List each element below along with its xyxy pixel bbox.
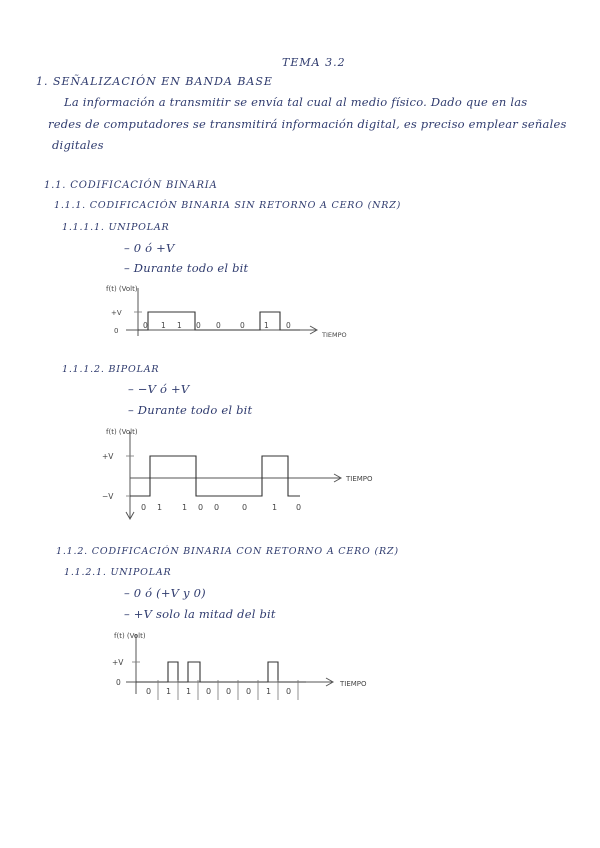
unipolar-nrz-bullet-1: – 0 ó +V xyxy=(124,241,175,255)
zero-label: 0 xyxy=(114,327,119,335)
bit-label: 0 xyxy=(286,321,291,330)
bit-label: 1 xyxy=(186,687,192,696)
y-axis-label: f(t) (Volt) xyxy=(106,285,138,293)
bit-label: 0 xyxy=(198,503,204,512)
unipolar-rz-bullet-2: – +V solo la mitad del bit xyxy=(124,607,276,621)
topic-title: TEMA 3.2 xyxy=(282,56,346,69)
bit-label: 0 xyxy=(206,687,212,696)
bit-label: 0 xyxy=(141,503,147,512)
x-axis-label: TIEMPO xyxy=(322,331,347,339)
bipolar-nrz-title: 1.1.1.2. BIPOLAR xyxy=(62,364,160,375)
unipolar-rz-bullet-1: – 0 ó (+V y 0) xyxy=(124,586,206,600)
subsubsection-title: 1.1.1. CODIFICACIÓN BINARIA SIN RETORNO A CERO (NRZ) xyxy=(54,200,402,211)
subsubsection-title-rz: 1.1.2. CODIFICACIÓN BINARIA CON RETORNO A CERO (RZ) xyxy=(56,546,399,557)
unipolar-rz-title: 1.1.2.1. UNIPOLAR xyxy=(64,567,172,578)
y-axis-label: f(t) (Volt) xyxy=(114,632,146,640)
zero-label: 0 xyxy=(116,678,121,687)
bit-label: 0 xyxy=(286,687,292,696)
bit-label: 1 xyxy=(157,503,163,512)
plus-v-label: +V xyxy=(102,452,114,461)
unipolar-nrz-chart xyxy=(100,284,370,344)
bit-label: 0 xyxy=(143,321,148,330)
bit-label: 0 xyxy=(246,687,252,696)
bit-label: 0 xyxy=(226,687,232,696)
paragraph-line-1: La información a transmitir se envía tal cual al medio físico. Dado que en las xyxy=(64,95,528,109)
x-axis-label: TIEMPO xyxy=(346,475,373,483)
bit-label: 0 xyxy=(146,687,152,696)
paragraph-line-3: digitales xyxy=(52,138,104,152)
bit-label: 1 xyxy=(264,321,269,330)
bipolar-nrz-bullet-1: – −V ó +V xyxy=(128,382,190,396)
paragraph-line-2: redes de computadores se transmitirá información digital, es preciso emplear señales xyxy=(48,117,567,131)
bit-label: 1 xyxy=(166,687,172,696)
bit-label: 0 xyxy=(216,321,221,330)
minus-v-label: −V xyxy=(102,492,114,501)
bipolar-nrz-bullet-2: – Durante todo el bit xyxy=(128,403,253,417)
bit-label: 0 xyxy=(196,321,201,330)
bipolar-nrz-chart xyxy=(100,424,400,524)
unipolar-rz-chart xyxy=(110,628,400,708)
bit-label: 1 xyxy=(161,321,166,330)
unipolar-nrz-bullet-2: – Durante todo el bit xyxy=(124,261,249,275)
bit-label: 0 xyxy=(242,503,248,512)
bit-label: 1 xyxy=(272,503,278,512)
signal-waveform xyxy=(130,456,300,496)
bit-label: 1 xyxy=(177,321,182,330)
subsection-title: 1.1. CODIFICACIÓN BINARIA xyxy=(44,180,218,191)
bit-label: 0 xyxy=(240,321,245,330)
plus-v-label: +V xyxy=(111,309,122,317)
x-axis-label: TIEMPO xyxy=(340,680,367,688)
bit-label: 1 xyxy=(182,503,188,512)
plus-v-label: +V xyxy=(112,658,124,667)
bit-label: 1 xyxy=(266,687,272,696)
unipolar-nrz-title: 1.1.1.1. UNIPOLAR xyxy=(62,222,170,233)
bit-label: 0 xyxy=(296,503,302,512)
section-title: 1. SEÑALIZACIÓN EN BANDA BASE xyxy=(36,75,273,88)
signal-waveform xyxy=(136,662,306,682)
y-axis-label: f(t) (Volt) xyxy=(106,428,138,436)
bit-label: 0 xyxy=(214,503,220,512)
